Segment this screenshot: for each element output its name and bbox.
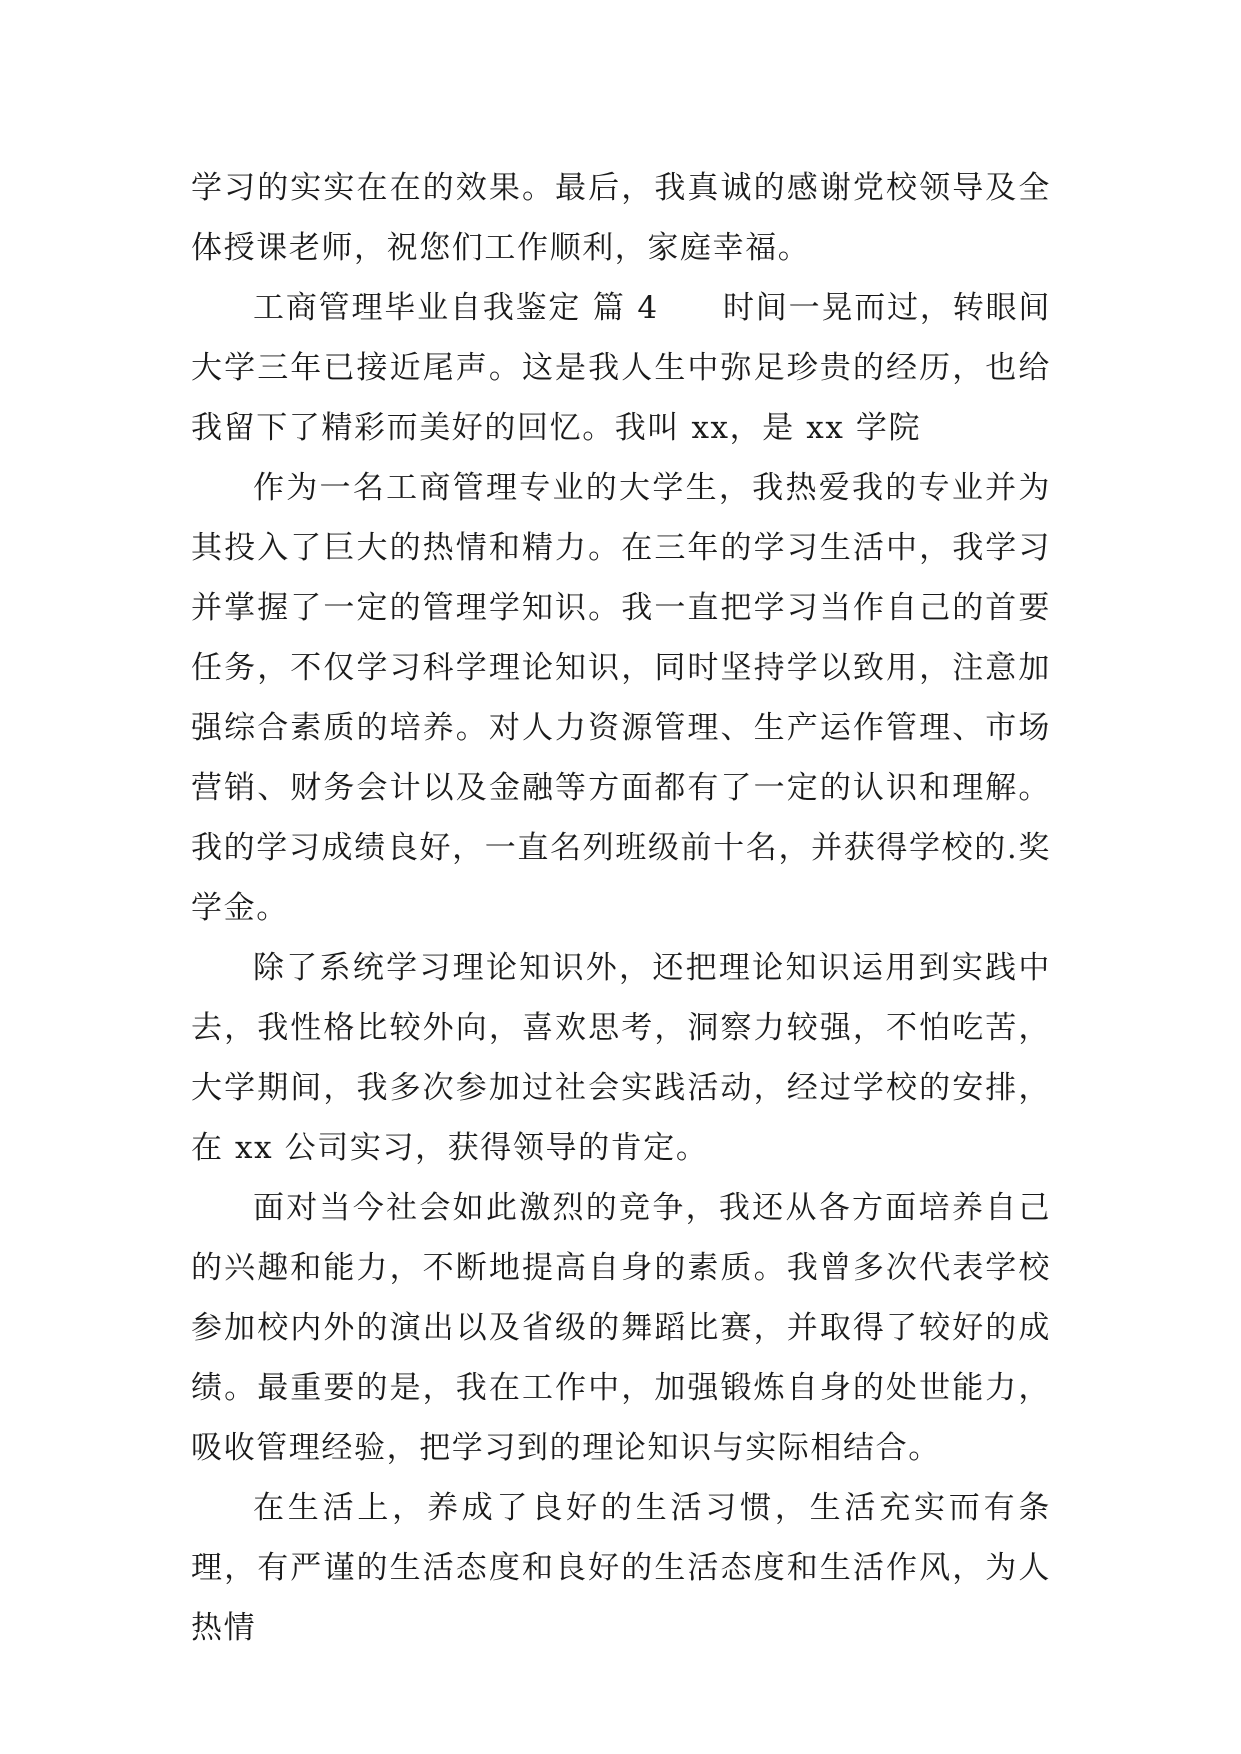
- document-body: [191, 158, 1051, 1658]
- paragraph-practice: 除了系统学习理论知识外，还把理论知识运用到实践中去，我性格比较外向，喜欢思考，洞察力较强，不怕吃苦，大学期间，我多次参加过社会实践活动，经过学校的安排，在 xx 公司实习，获得领导的肯定。: [191, 950, 1051, 1166]
- paragraph-continuation: 学习的实实在在的效果。最后，我真诚的感谢党校领导及全体授课老师，祝您们工作顺利，家庭幸福。: [191, 170, 1051, 266]
- paragraph-abilities: 面对当今社会如此激烈的竞争，我还从各方面培养自己的兴趣和能力，不断地提高自身的素质。我曾多次代表学校参加校内外的演出以及省级的舞蹈比赛，并取得了较好的成绩。最重要的是，我在工作中，加强锻炼自身的处世能力，吸收管理经验，把学习到的理论知识与实际相结合。: [191, 1190, 1051, 1466]
- paragraph-study: 作为一名工商管理专业的大学生，我热爱我的专业并为其投入了巨大的热情和精力。在三年的学习生活中，我学习并掌握了一定的管理学知识。我一直把学习当作自己的首要任务，不仅学习科学理论知识，同时坚持学以致用，注意加强综合素质的培养。对人力资源管理、生产运作管理、市场营销、财务会计以及金融等方面都有了一定的认识和理解。我的学习成绩良好，一直名列班级前十名，并获得学校的.奖学金。: [191, 470, 1051, 926]
- paragraph-life: 在生活上，养成了良好的生活习惯，生活充实而有条理，有严谨的生活态度和良好的生活态度和生活作风，为人热情: [191, 1490, 1051, 1646]
- section-intro-text: 时间一晃而过，转眼间大学三年已接近尾声。这是我人生中弥足珍贵的经历，也给我留下了精彩而美好的回忆。我叫 xx，是 xx 学院: [191, 290, 1051, 446]
- paragraph-section-start: [191, 278, 1051, 458]
- section-heading: 工商管理毕业自我鉴定 篇 4: [253, 290, 659, 326]
